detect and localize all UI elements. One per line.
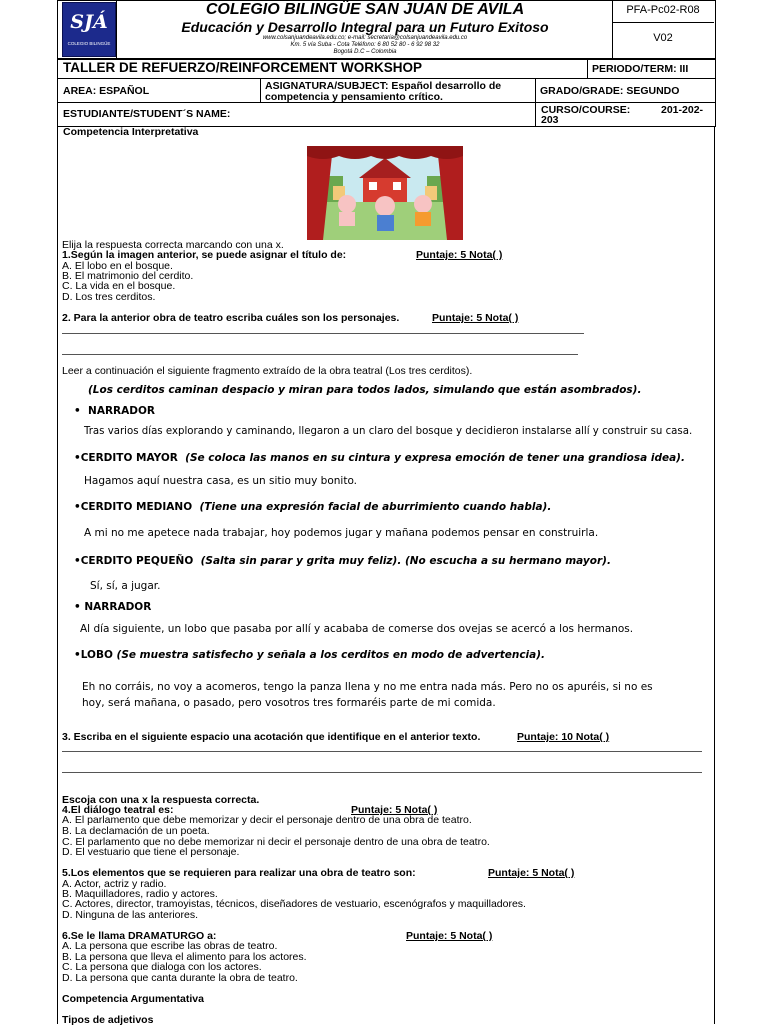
q5-option-b[interactable]: B. Maquilladores, radio y actores.: [62, 888, 218, 900]
q3-score: Puntaje: 10 Nota( ): [517, 731, 610, 743]
q4-option-c[interactable]: C. El parlamento que no debe memorizar ni decir el personaje dentro de una obra de teatro.: [62, 836, 490, 848]
q5-title: 5.Los elementos que se requieren para realizar una obra de teatro son:: [62, 867, 416, 879]
course-value-1: 201-202-: [661, 104, 704, 116]
q1-score: Puntaje: 5 Nota( ): [416, 249, 503, 261]
section-title-interpretativa: Competencia Interpretativa: [63, 126, 199, 138]
contact-line-1: www.colsanjuandeavila.edu.co; e-mail: secretaria@colsanjuandeavila.edu.co: [262, 35, 468, 41]
document-code: PFA-Pc02-R08: [626, 4, 700, 16]
cerdito-mediano-text: A mi no me apetece nada trabajar, hoy podemos jugar y mañana podemos pensar en construirla.: [84, 527, 599, 539]
contact-line-2: Km. 5 vía Suba - Cota Teléfono: 6 80 52 80 - 6 92 98 32: [290, 42, 440, 48]
three-pigs-stage-image: [307, 146, 463, 240]
document-version: V02: [653, 32, 673, 44]
narrator-2-text: Al día siguiente, un lobo que pasaba por allí y acababa de comerse dos ovejas se acercó a los hermanos.: [80, 623, 634, 635]
q6-score: Puntaje: 5 Nota( ): [406, 930, 493, 942]
course-label: CURSO/COURSE:: [541, 104, 631, 116]
question-intro: Elija la respuesta correcta marcando con una x.: [62, 239, 284, 251]
cerdito-mediano-line: •CERDITO MEDIANO (Tiene una expresión facial de aburrimiento cuando habla).: [74, 501, 552, 513]
school-name: COLEGIO BILINGÜE SAN JUAN DE AVILA: [205, 1, 525, 18]
cerdito-pequeno-line: •CERDITO PEQUEÑO (Salta sin parar y grita muy feliz). (No escucha a su hermano mayor).: [74, 555, 611, 567]
q6-option-a[interactable]: A. La persona que escribe las obras de teatro.: [62, 940, 278, 952]
logo-subtext: COLEGIO BILINGÜE: [67, 41, 111, 46]
q2-score: Puntaje: 5 Nota( ): [432, 312, 519, 324]
grade-label: GRADO/GRADE: SEGUNDO: [540, 85, 680, 97]
q4-option-d[interactable]: D. El vestuario que tiene el personaje.: [62, 846, 240, 858]
q2-answer-line-2[interactable]: [62, 354, 578, 355]
lobo-text-2: hoy, será mañana, o pasado, pero vosotros tres formaréis parte de mi comida.: [82, 697, 496, 709]
workshop-title: TALLER DE REFUERZO/REINFORCEMENT WORKSHOP: [63, 60, 422, 75]
narrator-1-text: Tras varios días explorando y caminando, llegaron a un claro del bosque y decidieron instalarse allí y construir su casa.: [84, 426, 693, 437]
q6-option-b[interactable]: B. La persona que lleva el alimento para los actores.: [62, 951, 307, 963]
lobo-line: •LOBO (Se muestra satisfecho y señala a los cerditos en modo de advertencia).: [74, 649, 546, 661]
q6-option-c[interactable]: C. La persona que dialoga con los actores.: [62, 961, 262, 973]
cerdito-pequeno-text: Sí, sí, a jugar.: [90, 580, 161, 592]
choose-intro: Escoja con una x la respuesta correcta.: [62, 794, 260, 806]
period-label: PERIODO/TERM: III: [592, 63, 689, 75]
q6-title: 6.Se le llama DRAMATURGO a:: [62, 930, 217, 942]
course-value-2: 203: [541, 114, 559, 126]
q1-option-d[interactable]: D. Los tres cerditos.: [62, 291, 156, 303]
q5-option-d[interactable]: D. Ninguna de las anteriores.: [62, 909, 198, 921]
q2-title: 2. Para la anterior obra de teatro escriba cuáles son los personajes.: [62, 312, 400, 324]
q3-title: 3. Escriba en el siguiente espacio una acotación que identifique en el anterior texto.: [62, 731, 481, 743]
subject-label-2: competencia y pensamiento crítico.: [265, 91, 443, 103]
area-label: AREA: ESPAÑOL: [63, 85, 150, 97]
q4-option-a[interactable]: A. El parlamento que debe memorizar y decir el personaje dentro de una obra de teatro.: [62, 814, 472, 826]
q5-score: Puntaje: 5 Nota( ): [488, 867, 575, 879]
school-logo: [62, 2, 116, 57]
q1-title: 1.Según la imagen anterior, se puede asignar el título de:: [62, 249, 347, 261]
q3-answer-line-2[interactable]: [62, 772, 702, 773]
q5-option-a[interactable]: A. Actor, actriz y radio.: [62, 878, 167, 890]
contact-line-3: Bogotá D.C – Colombia: [333, 49, 397, 55]
narrator-2-name: • NARRADOR: [74, 601, 152, 613]
q1-option-a[interactable]: A. El lobo en el bosque.: [62, 260, 173, 272]
q4-score: Puntaje: 5 Nota( ): [351, 804, 438, 816]
logo-text: SJÁ: [70, 11, 108, 33]
cerdito-mayor-text: Hagamos aquí nuestra casa, es un sitio muy bonito.: [84, 475, 358, 487]
q1-option-c[interactable]: C. La vida en el bosque.: [62, 280, 176, 292]
lobo-text-1: Eh no corráis, no voy a acomeros, tengo la panza llena y no me entra nada más. Pero no os apuréis, si no es: [82, 681, 653, 693]
subject-label-1: ASIGNATURA/SUBJECT: Español desarrollo de: [265, 80, 502, 92]
narrator-1-name: • NARRADOR: [74, 405, 155, 417]
section-title-adjetivos: Tipos de adjetivos: [62, 1014, 154, 1026]
q4-option-b[interactable]: B. La declamación de un poeta.: [62, 825, 210, 837]
q2-answer-line-1[interactable]: [62, 333, 584, 334]
school-motto: Educación y Desarrollo Integral para un Futuro Exitoso: [181, 19, 549, 35]
q6-option-d[interactable]: D. La persona que canta durante la obra de teatro.: [62, 972, 298, 984]
section-title-argumentativa: Competencia Argumentativa: [62, 993, 204, 1005]
student-name-label: ESTUDIANTE/STUDENT´S NAME:: [63, 108, 231, 120]
q3-answer-line-1[interactable]: [62, 751, 702, 752]
q1-option-b[interactable]: B. El matrimonio del cerdito.: [62, 270, 194, 282]
q4-title: 4.El diálogo teatral es:: [62, 804, 174, 816]
stage-direction-intro: (Los cerditos caminan despacio y miran para todos lados, simulando que están asombrados).: [88, 384, 642, 396]
q5-option-c[interactable]: C. Actores, director, tramoyistas, técnicos, diseñadores de vestuario, escenógrafos y maquilladores.: [62, 898, 526, 910]
cerdito-mayor-line: •CERDITO MAYOR (Se coloca las manos en su cintura y expresa emoción de tener una grandiosa idea).: [74, 452, 685, 464]
reading-intro: Leer a continuación el siguiente fragmento extraído de la obra teatral (Los tres cerditos).: [62, 365, 473, 377]
